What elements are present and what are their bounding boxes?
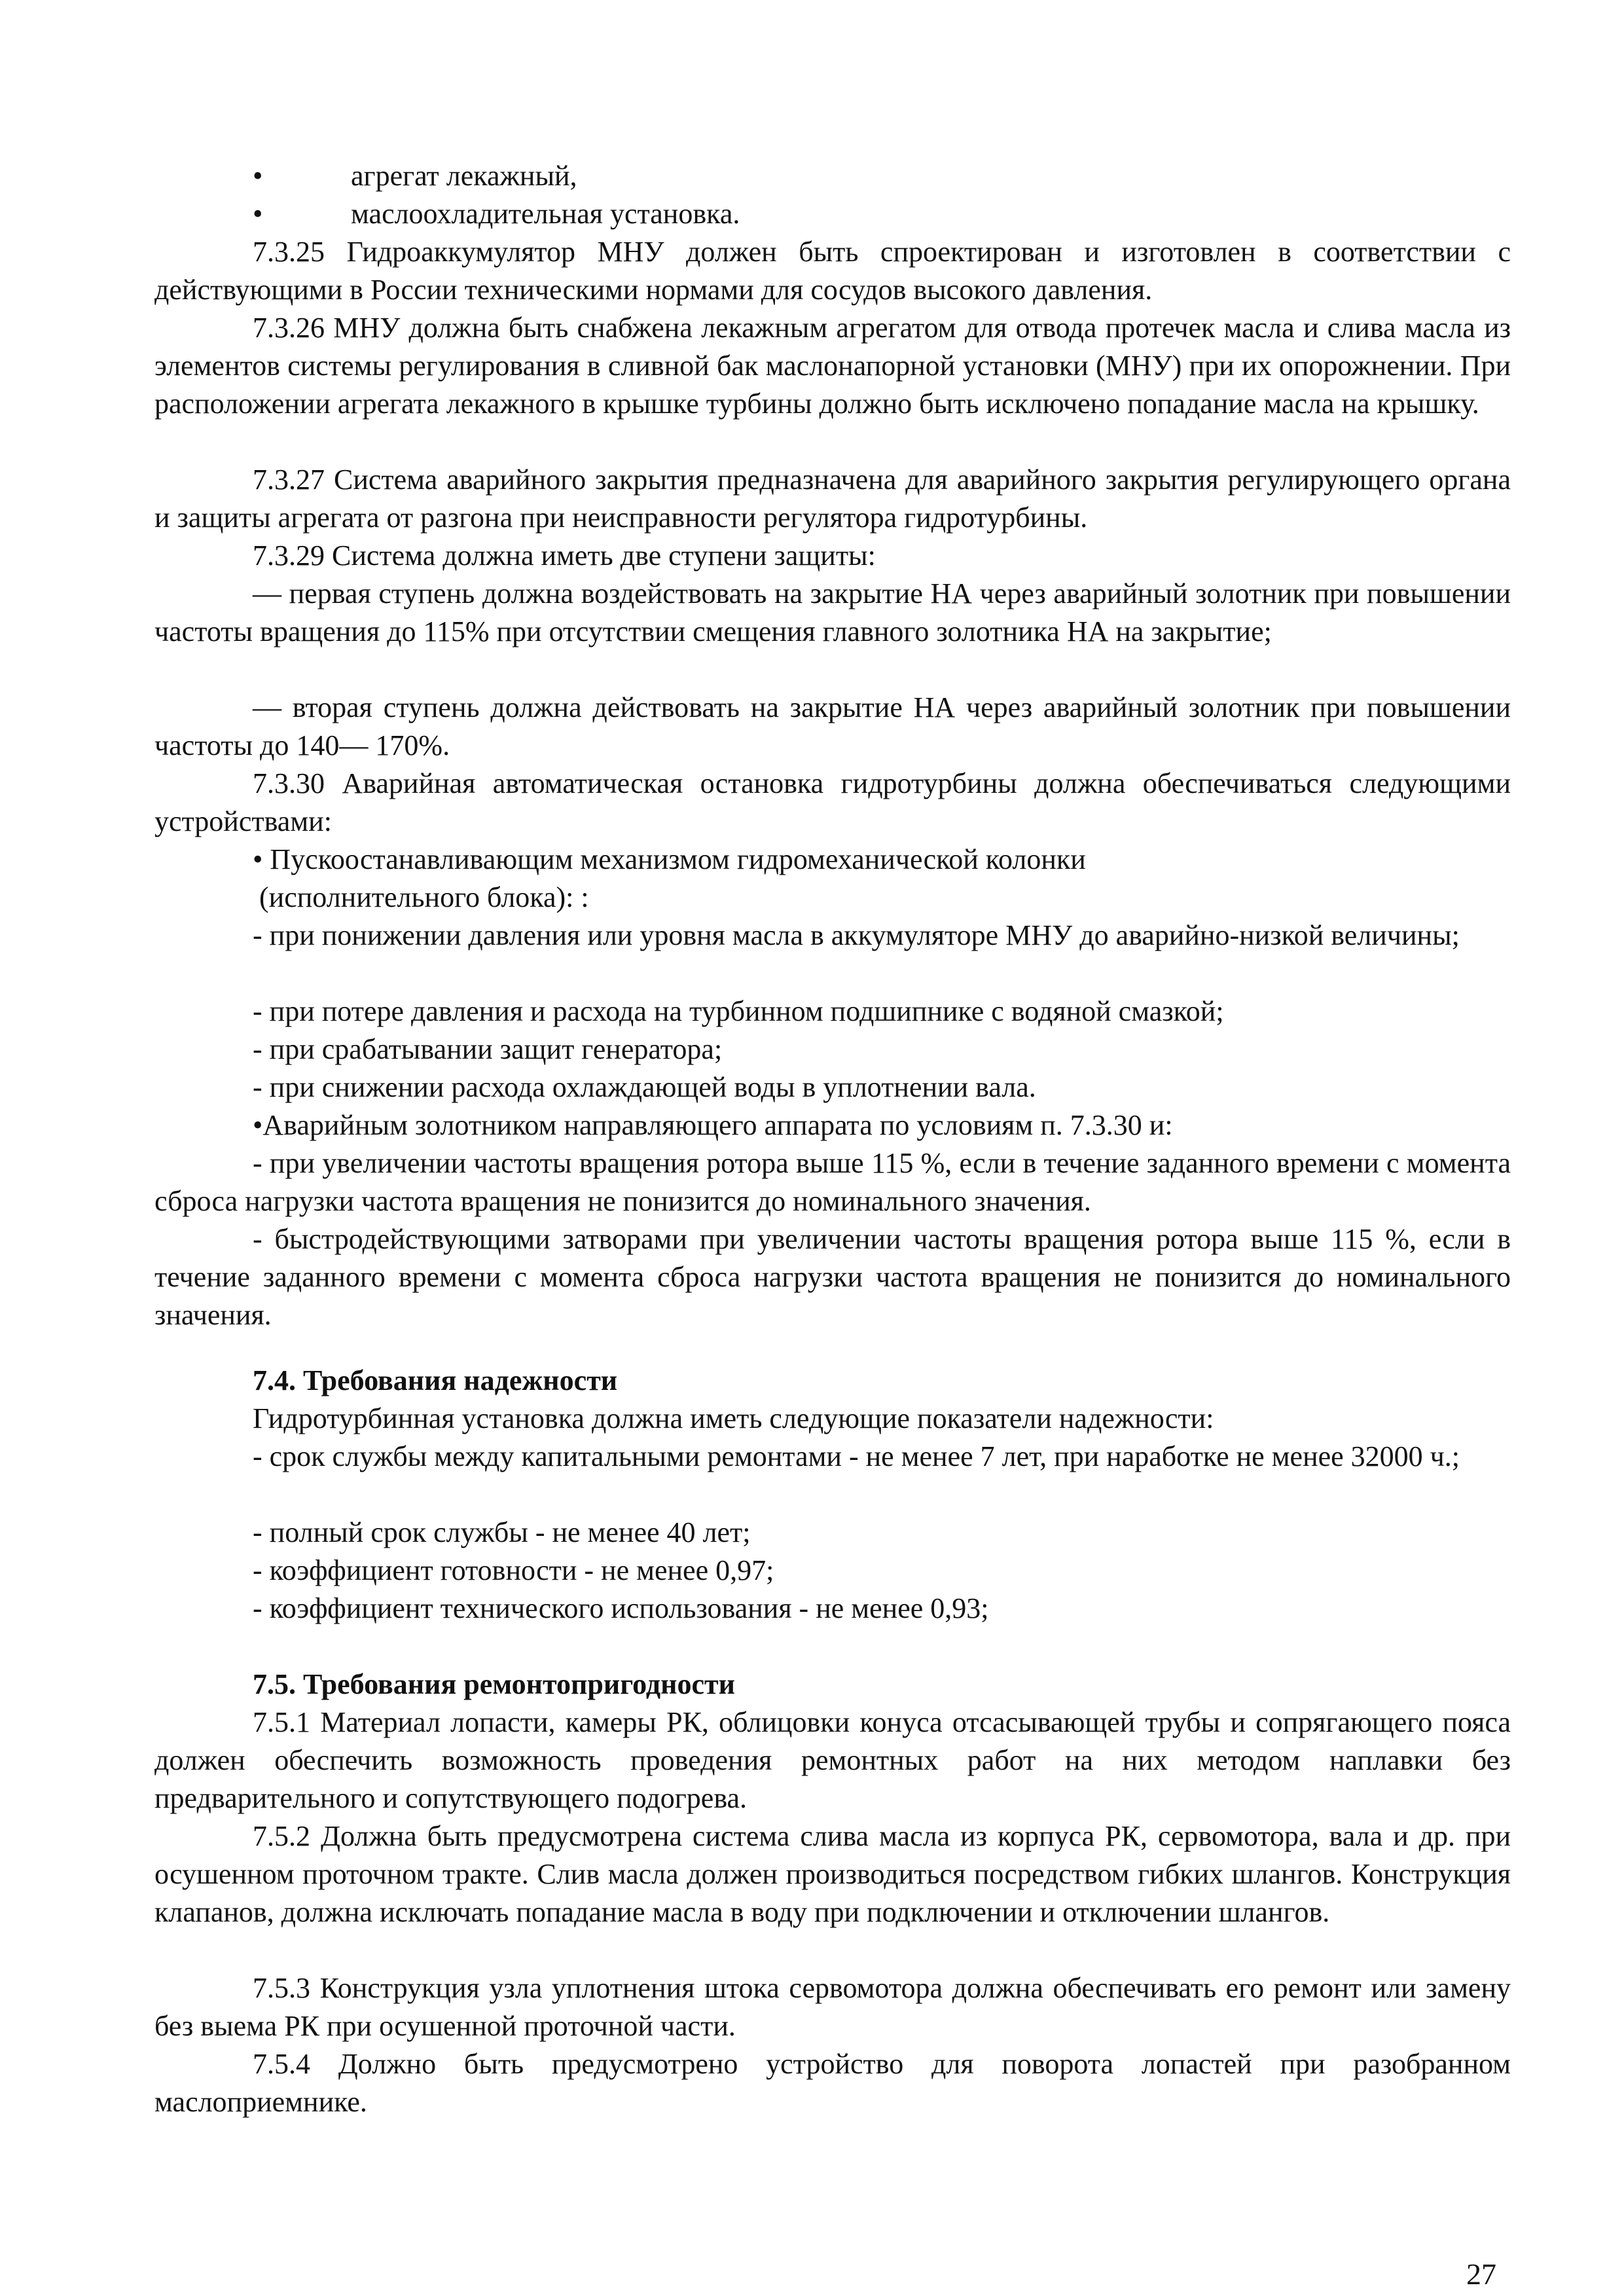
paragraph-7-5-1: 7.5.1 Материал лопасти, камеры РК, облицовки конуса отсасывающей трубы и сопрягающего пояса должен обеспечить возможность проведения ремонтных работ на них методом наплавки без предварительного и сопутствующего подогрева. <box>154 1706 1511 1814</box>
bullet-mark: • <box>253 198 263 230</box>
paragraph-bearing-pressure: - при потере давления и расхода на турбинном подшипнике с водяной смазкой; <box>253 995 1224 1027</box>
paragraph-emergency-spool: •Аварийным золотником направляющего аппарата по условиям п. 7.3.30 и: <box>253 1109 1173 1141</box>
paragraph-launch-mechanism: • Пускоостанавливающим механизмом гидромеханической колонки <box>253 843 1086 875</box>
paragraph-reliability-intro: Гидротурбинная установка должна иметь следующие показатели надежности: <box>253 1402 1214 1434</box>
paragraph-7-3-30: 7.3.30 Аварийная автоматическая остановка гидротурбины должна обеспечиваться следующими устройствами: <box>154 767 1511 837</box>
paragraph-overspeed: - при увеличении частоты вращения ротора выше 115 %, если в течение заданного времени с момента сброса нагрузки частота вращения не понизится до номинального значения. <box>154 1147 1511 1217</box>
paragraph-7-5-2: 7.5.2 Должна быть предусмотрена система слива масла из корпуса РК, сервомотора, вала и др. при осушенном проточном тракте. Слив масла должен производиться посредством гибких шлангов. Конструкция клапанов, должна исключать попадание масла в воду при подключении и отключении шлангов. <box>154 1820 1511 1928</box>
paragraph-cooling-water: - при снижении расхода охлаждающей воды в уплотнении вала. <box>253 1071 1036 1103</box>
paragraph-service-life: - срок службы между капитальными ремонтами - не менее 7 лет, при наработке не менее 32000 ч.; <box>253 1440 1460 1472</box>
paragraph-full-life: - полный срок службы - не менее 40 лет; <box>253 1516 751 1548</box>
list-item <box>253 195 740 233</box>
list-item <box>253 157 577 195</box>
paragraph-generator-protection: - при срабатывании защит генератора; <box>253 1033 723 1065</box>
paragraph-pressure-drop: - при понижении давления или уровня масла в аккумуляторе МНУ до аварийно-низкой величины; <box>253 919 1460 951</box>
paragraph-7-3-25: 7.3.25 Гидроаккумулятор МНУ должен быть спроектирован и изготовлен в соответствии с действующими в России техническими нормами для сосудов высокого давления. <box>154 236 1511 306</box>
paragraph-second-stage: — вторая ступень должна действовать на закрытие НА через аварийный золотник при повышении частоты до 140— 170%. <box>154 691 1511 761</box>
paragraph-7-5-4: 7.5.4 Должно быть предусмотрено устройство для поворота лопастей при разобранном маслоприемнике. <box>154 2048 1511 2118</box>
page-number: 27 <box>1466 2257 1496 2291</box>
list-item-text: агрегат лекажный, <box>351 160 577 192</box>
paragraph-7-3-29: 7.3.29 Система должна иметь две ступени защиты: <box>253 539 876 572</box>
list-item-text: маслоохладительная установка. <box>351 198 740 230</box>
paragraph-executive-block: (исполнительного блока): : <box>259 881 589 913</box>
paragraph-fast-gates: - быстродействующими затворами при увеличении частоты вращения ротора выше 115 %, если в течение заданного времени с момента сброса нагрузки частота вращения не понизится до номинального значения. <box>154 1223 1511 1331</box>
paragraph-availability: - коэффициент готовности - не менее 0,97; <box>253 1554 774 1586</box>
paragraph-utilization: - коэффициент технического использования - не менее 0,93; <box>253 1592 989 1624</box>
paragraph-7-5-3: 7.5.3 Конструкция узла уплотнения штока сервомотора должна обеспечивать его ремонт или замену без выема РК при осушенной проточной части. <box>154 1972 1511 2042</box>
section-heading-7-5: 7.5. Требования ремонтопригодности <box>253 1668 735 1700</box>
paragraph-first-stage: — первая ступень должна воздействовать на закрытие НА через аварийный золотник при повышении частоты вращения до 115% при отсутствии смещения главного золотника НА на закрытие; <box>154 577 1511 647</box>
bullet-mark: • <box>253 160 263 192</box>
paragraph-7-3-27: 7.3.27 Система аварийного закрытия предназначена для аварийного закрытия регулирующего органа и защиты агрегата от разгона при неисправности регулятора гидротурбины. <box>154 464 1511 534</box>
section-heading-7-4: 7.4. Требования надежности <box>253 1364 618 1396</box>
paragraph-7-3-26: 7.3.26 МНУ должна быть снабжена лекажным агрегатом для отвода протечек масла и слива масла из элементов системы регулирования в сливной бак маслонапорной установки (МНУ) при их опорожнении. При расположении агрегата лекажного в крышке турбины должно быть исключено попадание масла на крышку. <box>154 312 1511 420</box>
